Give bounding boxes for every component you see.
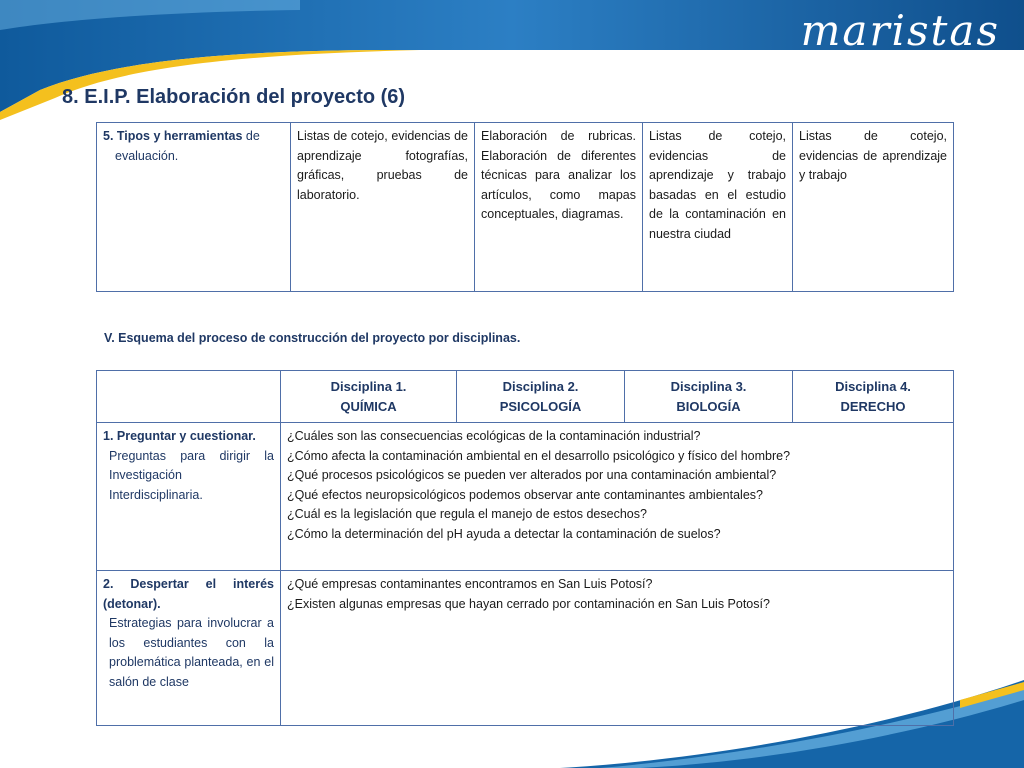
discipline-number: Disciplina 3. bbox=[670, 378, 747, 394]
question-item: ¿Existen algunas empresas que hayan cerrado por contaminación en San Luis Potosí? bbox=[287, 596, 770, 611]
question-item: ¿Cuál es la legislación que regula el manejo de estos desechos? bbox=[287, 507, 647, 521]
step-description: Preguntas para dirigir la Investigación Interdisciplinaria. bbox=[109, 448, 274, 502]
discipline-header-4 bbox=[793, 371, 954, 423]
table-row bbox=[97, 123, 954, 292]
evaluation-cell-2: Elaboración de rubricas. Elaboración de diferentes técnicas para analizar los artículos, como mapas conceptuales, diagramas. bbox=[475, 123, 643, 292]
step-title: 1. Preguntar y cuestionar. bbox=[103, 429, 256, 443]
question-item: ¿Cómo la determinación del pH ayuda a detectar la contaminación de suelos? bbox=[287, 526, 721, 541]
evaluation-label-bold: 5. Tipos y herramientas bbox=[103, 129, 243, 143]
evaluation-cell-1: Listas de cotejo, evidencias de aprendizaje fotografías, gráficas, pruebas de laboratorio. bbox=[291, 123, 475, 292]
question-item: ¿Qué efectos neuropsicológicos podemos observar ante contaminantes ambientales? bbox=[287, 487, 763, 502]
step-description: Estrategias para involucrar a los estudiantes con la problemática planteada, en el salón de clase bbox=[109, 616, 274, 689]
table-row bbox=[97, 571, 954, 726]
step-title: 2. Despertar el interés (detonar). bbox=[103, 577, 274, 611]
evaluation-label-line2: evaluación. bbox=[115, 148, 179, 163]
table-row bbox=[97, 371, 954, 423]
discipline-number: Disciplina 4. bbox=[835, 378, 911, 394]
schema-table bbox=[96, 370, 954, 726]
evaluation-label-rest: de bbox=[242, 129, 260, 143]
step-questions-cell bbox=[281, 423, 954, 571]
evaluation-cell-4: Listas de cotejo, evidencias de aprendizaje y trabajo bbox=[793, 123, 954, 292]
step-questions-cell bbox=[281, 571, 954, 726]
question-item: ¿Cuáles son las consecuencias ecológicas de la contaminación industrial? bbox=[287, 429, 701, 443]
page-title: 8. E.I.P. Elaboración del proyecto (6) bbox=[62, 86, 406, 108]
evaluation-cell-3: Listas de cotejo, evidencias de aprendizaje y trabajo basadas en el estudio de la contaminación en nuestra ciudad bbox=[643, 123, 793, 292]
empty-corner-cell bbox=[97, 371, 281, 423]
evaluation-table bbox=[96, 122, 954, 292]
discipline-name: BIOLOGÍA bbox=[676, 398, 741, 414]
discipline-number: Disciplina 2. bbox=[502, 378, 579, 394]
discipline-name: DERECHO bbox=[840, 398, 906, 414]
discipline-header-3 bbox=[625, 371, 793, 423]
question-item: ¿Cómo afecta la contaminación ambiental en el desarrollo psicológico y físico del hombre? bbox=[287, 448, 791, 463]
maristas-logo: maristas bbox=[800, 6, 1000, 55]
schema-heading: V. Esquema del proceso de construcción del proyecto por disciplinas. bbox=[104, 331, 521, 345]
table-row bbox=[97, 423, 954, 571]
step-label-cell bbox=[97, 571, 281, 726]
evaluation-label-cell bbox=[97, 123, 291, 292]
question-item: ¿Qué empresas contaminantes encontramos en San Luis Potosí? bbox=[287, 577, 653, 591]
discipline-name: QUÍMICA bbox=[340, 398, 397, 414]
discipline-header-1 bbox=[281, 371, 457, 423]
discipline-number: Disciplina 1. bbox=[330, 378, 407, 394]
discipline-name: PSICOLOGÍA bbox=[499, 398, 582, 414]
step-label-cell bbox=[97, 423, 281, 571]
question-item: ¿Qué procesos psicológicos se pueden ver alterados por una contaminación ambiental? bbox=[287, 468, 777, 482]
discipline-header-2 bbox=[457, 371, 625, 423]
